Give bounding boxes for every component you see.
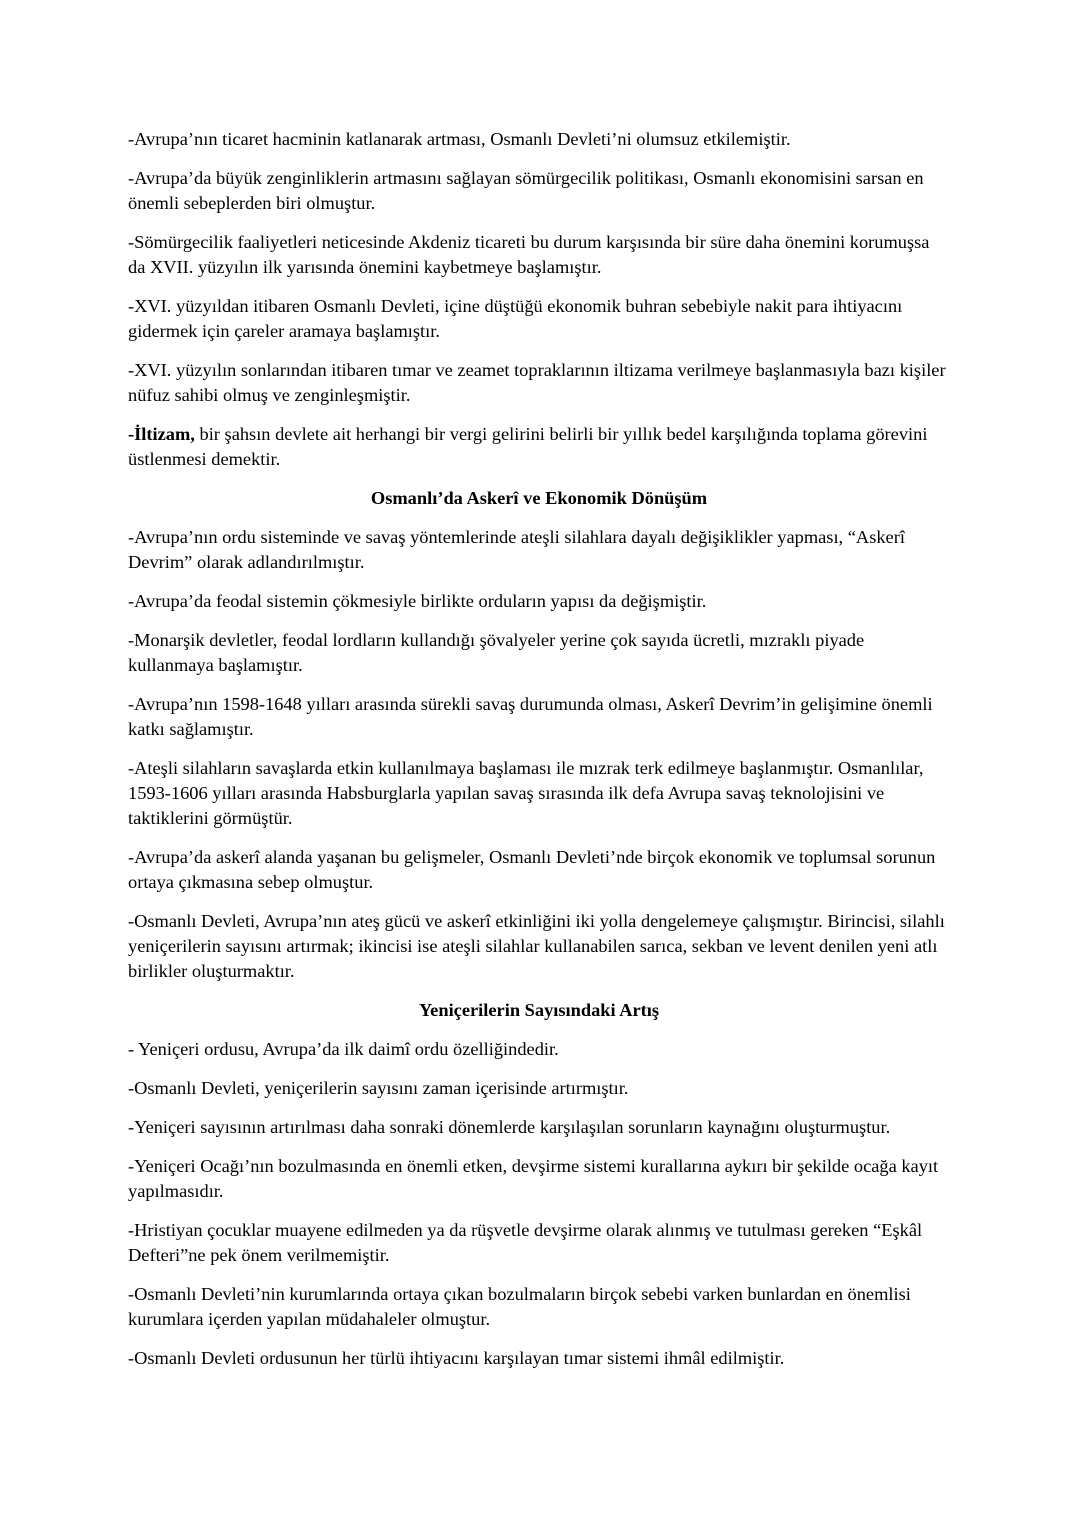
paragraph: -Avrupa’nın ordu sisteminde ve savaş yöntemlerinde ateşli silahlara dayalı değişiklikler yapması, “Askerî Devrim” olarak adlandırılmıştır. <box>128 527 905 572</box>
paragraph: -Yeniçeri Ocağı’nın bozulmasında en önemli etken, devşirme sistemi kurallarına aykırı bir şekilde ocağa kayıt yapılmasıdır. <box>128 1156 939 1201</box>
paragraph: -Osmanlı Devleti, Avrupa’nın ateş gücü ve askerî etkinliğini iki yolla dengelemeye çalışmıştır. Birincisi, silahlı yeniçerilerin sayısını artırmak; ikincisi ise ateşli silahlar kullanabilen sarıca, sekban ve levent denilen yeni atlı birlikler oluşturmaktır. <box>128 911 945 981</box>
paragraph: -Hristiyan çocuklar muayene edilmeden ya da rüşvetle devşirme olarak alınmış ve tutulması gereken “Eşkâl Defteri”ne pek önem verilmemiştir. <box>128 1220 923 1265</box>
paragraph: -Osmanlı Devleti, yeniçerilerin sayısını zaman içerisinde artırmıştır. <box>128 1078 629 1098</box>
paragraph: - Yeniçeri ordusu, Avrupa’da ilk daimî ordu özelliğindedir. <box>128 1039 559 1059</box>
paragraph: -Avrupa’nın 1598-1648 yılları arasında sürekli savaş durumunda olması, Askerî Devrim’in gelişimine önemli katkı sağlamıştır. <box>128 694 933 739</box>
paragraph: -Sömürgecilik faaliyetleri neticesinde Akdeniz ticareti bu durum karşısında bir süre daha önemini korumuşsa da XVII. yüzyılın ilk yarısında önemini kaybetmeye başlamıştır. <box>128 232 930 277</box>
paragraph: -Osmanlı Devleti ordusunun her türlü ihtiyacını karşılayan tımar sistemi ihmâl edilmiştir. <box>128 1348 785 1368</box>
definition-paragraph <box>128 422 950 472</box>
definition-term: -İltizam, <box>128 424 195 444</box>
paragraph: -Yeniçeri sayısının artırılması daha sonraki dönemlerde karşılaşılan sorunların kaynağını oluşturmuştur. <box>128 1117 891 1137</box>
paragraph: -Avrupa’da feodal sistemin çökmesiyle birlikte orduların yapısı da değişmiştir. <box>128 591 707 611</box>
document-page <box>128 127 950 1385</box>
section-heading: Osmanlı’da Askerî ve Ekonomik Dönüşüm <box>370 488 708 508</box>
paragraph: -Avrupa’da büyük zenginliklerin artmasını sağlayan sömürgecilik politikası, Osmanlı ekonomisini sarsan en önemli sebeplerden biri olmuştur. <box>128 168 924 213</box>
definition-text: bir şahsın devlete ait herhangi bir vergi gelirini belirli bir yıllık bedel karşılığında toplama görevini üstlenmesi demektir. <box>128 424 928 469</box>
section-heading: Yeniçerilerin Sayısındaki Artış <box>418 1000 660 1020</box>
paragraph: -Monarşik devletler, feodal lordların kullandığı şövalyeler yerine çok sayıda ücretli, mızraklı piyade kullanmaya başlamıştır. <box>128 630 865 675</box>
paragraph: -Ateşli silahların savaşlarda etkin kullanılmaya başlaması ile mızrak terk edilmeye başlanmıştır. Osmanlılar, 1593-1606 yılları arasında Habsburglarla yapılan savaş sırasında ilk defa Avrupa savaş teknolojisini ve taktiklerini görmüştür. <box>128 758 924 828</box>
paragraph: -Avrupa’nın ticaret hacminin katlanarak artması, Osmanlı Devleti’ni olumsuz etkilemiştir. <box>128 129 791 149</box>
paragraph: -Osmanlı Devleti’nin kurumlarında ortaya çıkan bozulmaların birçok sebebi varken bunlardan en önemlisi kurumlara içerden yapılan müdahaleler olmuştur. <box>128 1284 911 1329</box>
paragraph: -XVI. yüzyıldan itibaren Osmanlı Devleti, içine düştüğü ekonomik buhran sebebiyle nakit para ihtiyacını gidermek için çareler aramaya başlamıştır. <box>128 296 903 341</box>
paragraph: -XVI. yüzyılın sonlarından itibaren tımar ve zeamet topraklarının iltizama verilmeye başlanmasıyla bazı kişiler nüfuz sahibi olmuş ve zenginleşmiştir. <box>128 360 946 405</box>
paragraph: -Avrupa’da askerî alanda yaşanan bu gelişmeler, Osmanlı Devleti’nde birçok ekonomik ve toplumsal sorunun ortaya çıkmasına sebep olmuştur. <box>128 847 936 892</box>
